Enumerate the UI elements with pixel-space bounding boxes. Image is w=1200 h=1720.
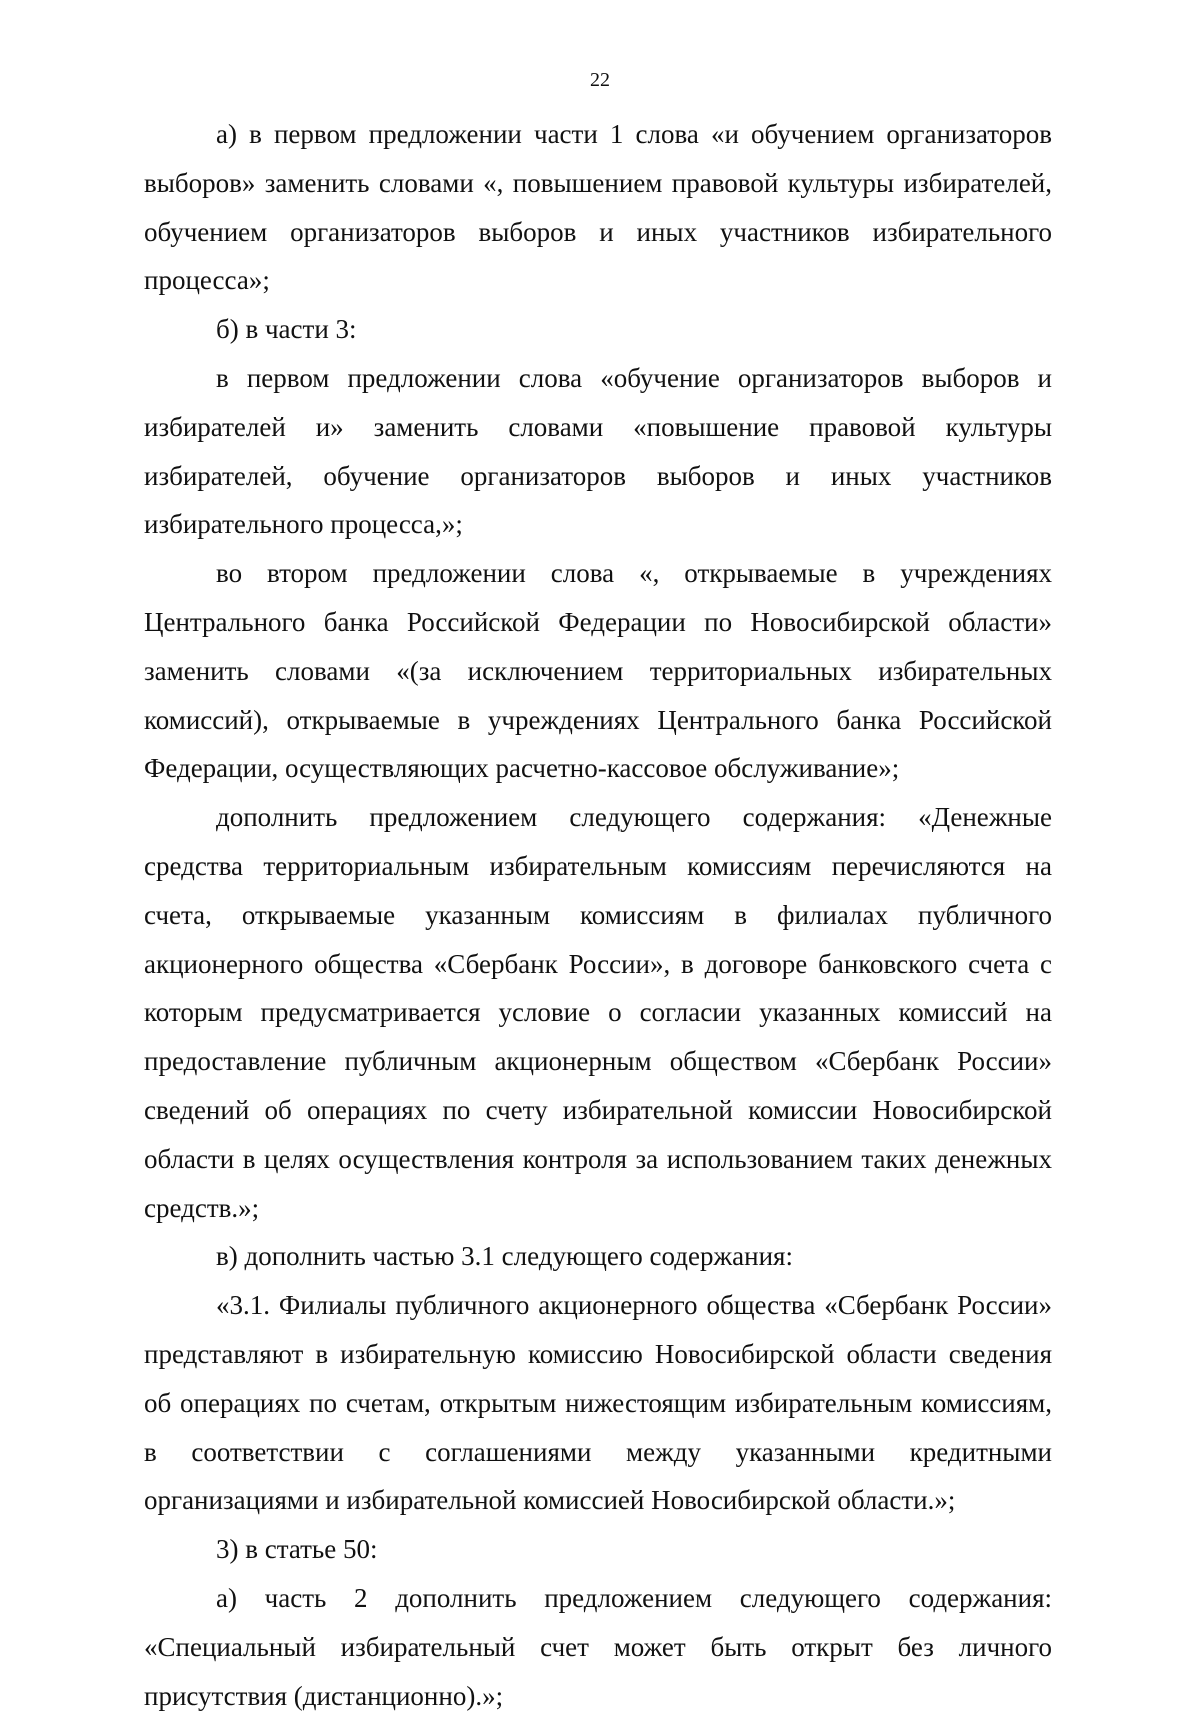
document-body — [144, 110, 1052, 1720]
paragraph-add-sentence-funds: дополнить предложением следующего содержания: «Денежные средства территориальным избирательным комиссиям перечисляются на счета, открываемые указанным комиссиям в филиалах публичного акционерного общества «Сбербанк России», в договоре банковского счета с которым предусматривается условие о согласии указанных комиссий на предоставление публичным акционерным обществом «Сбербанк России» сведений об операциях по счету избирательной комиссии Новосибирской области в целях осуществления контроля за использованием таких денежных средств.»; — [144, 802, 1052, 1223]
paragraph-part-3-1-text: «3.1. Филиалы публичного акционерного общества «Сбербанк России» представляют в избирательную комиссию Новосибирской области сведения об операциях по счетам, открытым нижестоящим избирательным комиссиям, в соответствии с соглашениями между указанными кредитными организациями и избирательной комиссией Новосибирской области.»; — [144, 1290, 1052, 1516]
paragraph-subitem-c-heading: в) дополнить частью 3.1 следующего содержания: — [216, 1241, 793, 1272]
paragraph-subitem-b-heading: б) в части 3: — [216, 314, 357, 345]
paragraph-part-2-addition: а) часть 2 дополнить предложением следующего содержания: «Специальный избирательный счет может быть открыт без личного присутствия (дистанционно).»; — [144, 1582, 1052, 1711]
paragraph-first-sentence-amend: в первом предложении слова «обучение организаторов выборов и избирателей и» заменить словами «повышение правовой культуры избирателей, обучение организаторов выборов и иных участников избирательного процесса,»; — [144, 362, 1052, 540]
page-number: 22 — [590, 69, 610, 91]
paragraph-amend-part-1: а) в первом предложении части 1 слова «и обучением организаторов выборов» заменить словами «, повышением правовой культуры избирателей, обучением организаторов выборов и иных участников избирательного процесса»; — [144, 119, 1052, 296]
paragraph-second-sentence-amend: во втором предложении слова «, открываемые в учреждениях Центрального банка Российской Федерации по Новосибирской области» заменить словами «(за исключением территориальных избирательных комиссий), открываемые в учреждениях Центрального банка Российской Федерации, осуществляющих расчетно-кассовое обслуживание»; — [144, 558, 1052, 784]
paragraph-article-50-heading: 3) в статье 50: — [216, 1534, 378, 1565]
